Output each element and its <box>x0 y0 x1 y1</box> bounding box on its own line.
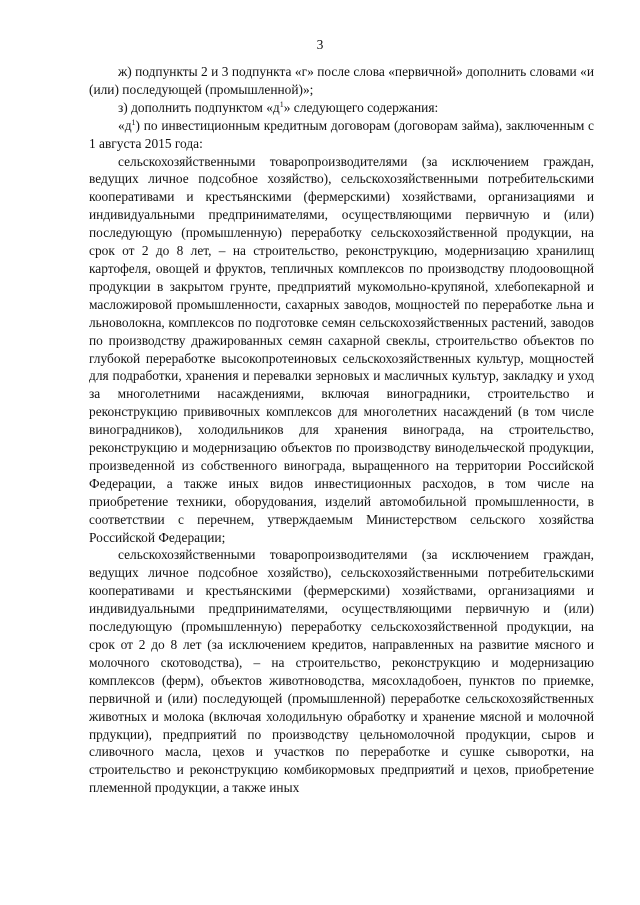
paragraph-subpoint-d1: «$д^1$) по инвестиционным кредитным договорам (договорам займа), заключенным с 1 августа 2015 года: <box>89 117 594 151</box>
page-number: 3 <box>316 37 324 52</box>
paragraph-item-z: з) дополнить подпунктом «$д^1$» следующего содержания: <box>118 99 439 115</box>
paragraph-body-livestock: сельскохозяйственными товаропроизводителями (за исключением граждан, ведущих личное подсобное хозяйство), сельскохозяйственными потребительскими кооперативами и крестьянскими (фермерскими) хозяйствами, организациями и индивидуальными предпринимателями, осуществляющими первичную и (или) последующую (промышленную) переработку сельскохозяйственной продукции, на срок от 2 до 8 лет (за исключением кредитов, направленных на развитие мясного и молочного скотоводства), – на строительство, реконструкцию и модернизацию комплексов (ферм), объектов животноводства, мясохладобоен, пунктов по приемке, первичной и (или) последующей (промышленной) переработке сельскохозяйственных животных и молока (включая холодильную обработку и хранение мясной и молочной прдукции), предприятий по производству цельномолочной продукции, сыров и сливочного масла, цехов и участков по переработке и сушке сыворотки, на строительство и реконструкцию комбикормовых предприятий и цехов, приобретение племенной продукции, а также иных <box>89 547 594 796</box>
document-body <box>89 63 594 797</box>
superscript: 1 <box>131 117 136 127</box>
paragraph-item-zh: ж) подпункты 2 и 3 подпункта «г» после слова «первичной» дополнить словами «и (или) последующей (промышленной)»; <box>89 64 594 97</box>
paragraph-body-crops: сельскохозяйственными товаропроизводителями (за исключением граждан, ведущих личное подсобное хозяйство), сельскохозяйственными потребительскими кооперативами и крестьянскими (фермерскими) хозяйствами, организациями и индивидуальными предпринимателями, осуществляющими первичную и (или) последующую (промышленную) переработку сельскохозяйственной продукции, на срок от 2 до 8 лет, – на строительство, реконструкцию, модернизацию хранилищ картофеля, овощей и фруктов, тепличных комплексов по производству плодоовощной продукции в закрытом грунте, предприятий мукомольно-крупяной, хлебопекарной и масложировой промышленности, сахарных заводов, мощностей по переработке льна и льноволокна, комплексов по подготовке семян сельскохозяйственных растений, заводов по производству дражированных семян сахарной свеклы, строительство объектов по глубокой переработке высокопротеиновых сельскохозяйственных культур, мощностей для подработки, хранения и перевалки зерновых и масличных культур, закладку и уход за многолетними насаждениями, включая виноградники, строительство и реконструкцию прививочных комплексов для многолетних насаждений (в том числе виноградников), холодильников для хранения винограда, на строительство, реконструкцию и модернизацию объектов по производству винодельческой продукции, произведенной из собственного винограда, выращенного на территории Российской Федерации, а также иных видов инвестиционных расходов, в том числе на приобретение техники, оборудования, изделий автомобильной промышленности, в соответствии с перечнем, утверждаемым Министерством сельского хозяйства Российской Федерации; <box>89 153 594 545</box>
superscript: 1 <box>279 99 284 109</box>
